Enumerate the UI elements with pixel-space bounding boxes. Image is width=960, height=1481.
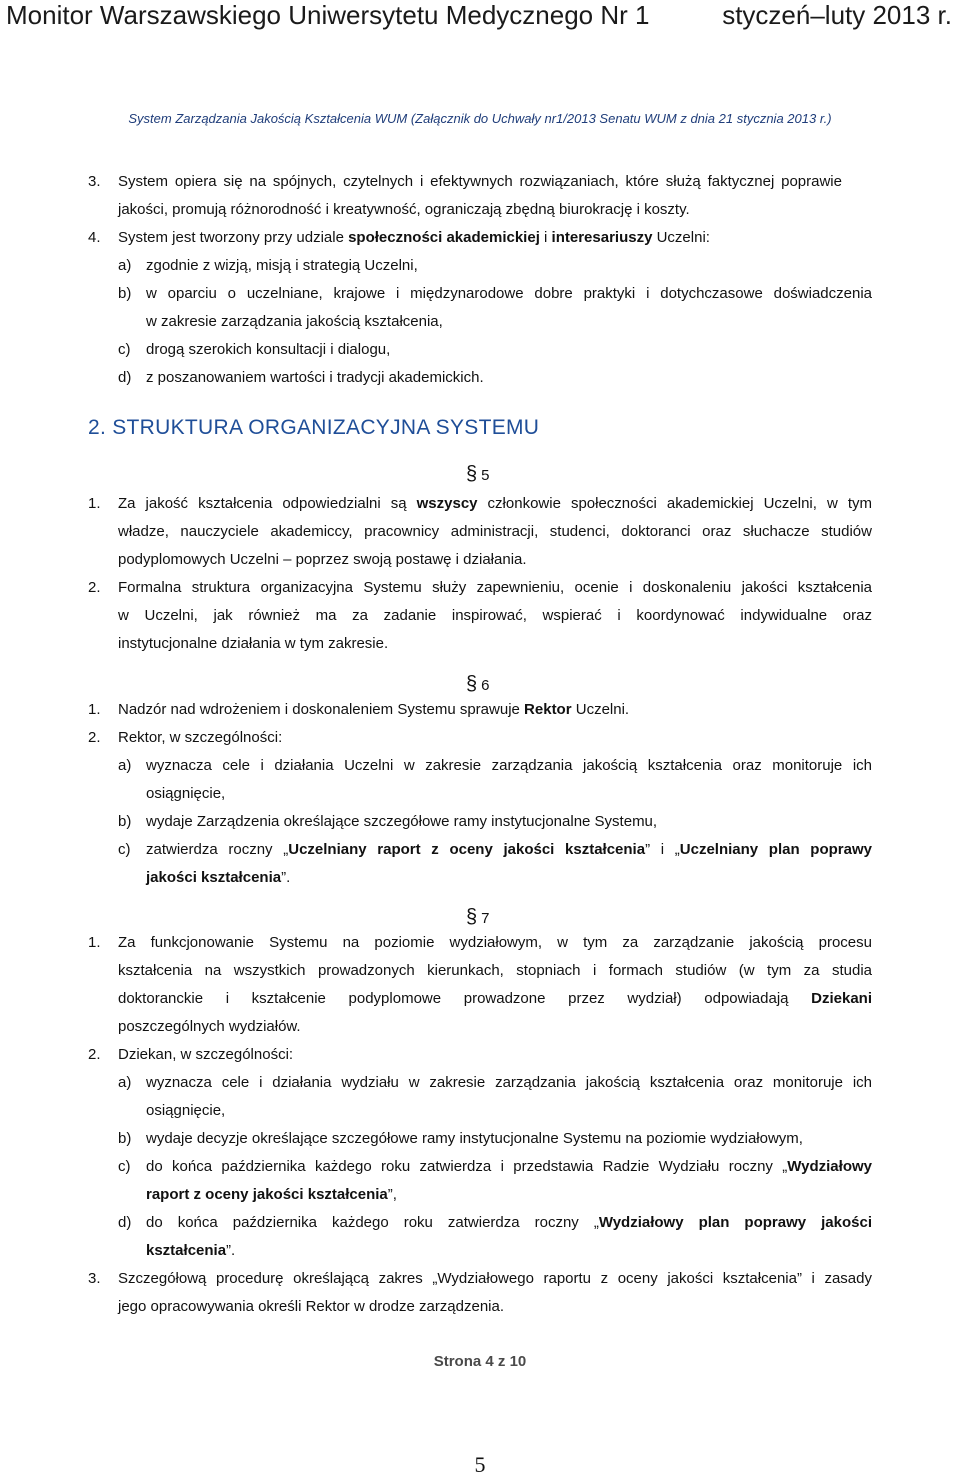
list-letter: a) <box>118 757 132 774</box>
bold-term: Uczelniany plan poprawy <box>679 841 872 858</box>
text: ”, <box>387 1186 397 1203</box>
item-number: 1. <box>88 701 101 718</box>
list-item: wyznacza cele i działania wydziału w zakresie zarządzania jakością kształcenia oraz monitoruje ich <box>146 1074 872 1091</box>
list-item: osiągnięcie, <box>146 785 226 802</box>
item-number: 2. <box>88 579 101 596</box>
paragraph-number: 5 <box>481 467 490 484</box>
item-number: 1. <box>88 934 101 951</box>
item-number: 4. <box>88 229 101 246</box>
list-item <box>146 869 290 886</box>
paragraph-line: Rektor, w szczególności: <box>118 729 283 746</box>
document-subtitle: System Zarządzania Jakością Kształcenia WUM (Załącznik do Uchwały nr1/2013 Senatu WUM z dnia 21 stycznia 2013 r.) <box>128 111 832 126</box>
text: Nadzór nad wdrożeniem i doskonaleniem Systemu sprawuje <box>118 701 525 718</box>
list-item <box>146 841 872 858</box>
paragraph-line <box>118 229 710 246</box>
paragraph-sign <box>466 906 489 929</box>
text: ”. <box>226 1242 236 1259</box>
issue-date: styczeń–luty 2013 r. <box>722 0 952 30</box>
paragraph-sign <box>466 463 489 486</box>
paragraph-line <box>118 495 872 512</box>
bold-term: wszyscy <box>416 495 478 512</box>
paragraph-line: instytucjonalne działania w tym zakresie. <box>118 635 389 652</box>
page-footer: Strona 4 z 10 <box>433 1353 527 1370</box>
list-item: w zakresie zarządzania jakością kształcenia, <box>146 313 443 330</box>
list-letter: c) <box>118 841 131 858</box>
list-item: z poszanowaniem wartości i tradycji akademickich. <box>146 369 484 386</box>
list-letter: b) <box>118 285 132 302</box>
list-item <box>146 1214 872 1231</box>
item-number: 3. <box>88 173 101 190</box>
list-letter: a) <box>118 1074 132 1091</box>
item-number: 2. <box>88 1046 101 1063</box>
list-item: wyznacza cele i działania Uczelni w zakresie zarządzania jakością kształcenia oraz monitoruje ich <box>146 757 872 774</box>
text: Uczelni. <box>571 701 630 718</box>
list-letter: c) <box>118 341 131 358</box>
list-item <box>146 1158 872 1175</box>
list-item: w oparciu o uczelniane, krajowe i międzynarodowe dobre praktyki i dotychczasowe doświadczenia <box>146 285 872 302</box>
section-symbol: § <box>466 673 478 695</box>
list-item <box>146 1186 397 1203</box>
paragraph-number: 6 <box>481 677 490 694</box>
section-symbol: § <box>466 906 478 928</box>
paragraph-line: Za funkcjonowanie Systemu na poziomie wydziałowym, w tym za zarządzanie jakością procesu <box>118 934 872 951</box>
list-item: wydaje Zarządzenia określające szczegółowe ramy instytucjonalne Systemu, <box>146 813 658 830</box>
text: Uczelni: <box>652 229 710 246</box>
list-letter: c) <box>118 1158 131 1175</box>
paragraph-line: kształcenia na wszystkich prowadzonych kierunkach, stopniach i formach studiów (w tym za studia <box>118 962 872 979</box>
bold-term: Wydziałowy plan poprawy jakości <box>598 1214 872 1231</box>
text: System jest tworzony przy udziale <box>118 229 349 246</box>
page-number: 5 <box>474 1452 486 1477</box>
list-item: wydaje decyzje określające szczegółowe ramy instytucjonalne Systemu na poziomie wydziałowym, <box>146 1130 803 1147</box>
list-letter: b) <box>118 813 132 830</box>
paragraph-line: System opiera się na spójnych, czytelnych i efektywnych rozwiązaniach, które służą faktycznej poprawie <box>118 173 842 190</box>
paragraph-line: jakości, promują różnorodność i kreatywność, ograniczają zbędną biurokrację i koszty. <box>118 201 690 218</box>
bold-term: interesariuszy <box>551 229 653 246</box>
text: i <box>539 229 552 246</box>
bold-term: Uczelniany raport z oceny jakości kształcenia <box>288 841 646 858</box>
bold-term: społeczności akademickiej <box>348 229 540 246</box>
section-symbol: § <box>466 463 478 485</box>
list-letter: d) <box>118 369 132 386</box>
list-item: zgodnie z wizją, misją i strategią Uczelni, <box>146 257 418 274</box>
item-number: 1. <box>88 495 101 512</box>
journal-title: Monitor Warszawskiego Uniwersytetu Medycznego Nr 1 <box>6 0 650 30</box>
text: członkowie społeczności akademickiej Uczelni, w tym <box>477 495 872 512</box>
text: zatwierdza roczny „ <box>146 841 289 858</box>
paragraph-line: Dziekan, w szczególności: <box>118 1046 294 1063</box>
bold-term: jakości kształcenia <box>146 869 282 886</box>
paragraph-line: Formalna struktura organizacyjna Systemu służy zapewnieniu, ocenie i doskonaleniu jakości kształcenia <box>118 579 872 596</box>
list-item: drogą szerokich konsultacji i dialogu, <box>146 341 391 358</box>
list-item: osiągnięcie, <box>146 1102 226 1119</box>
list-letter: a) <box>118 257 132 274</box>
paragraph-number: 7 <box>481 910 490 927</box>
bold-term: Wydziałowy <box>787 1158 872 1175</box>
item-number: 2. <box>88 729 101 746</box>
text: do końca października każdego roku zatwierdza i przedstawia Radzie Wydziału roczny „ <box>146 1158 788 1175</box>
paragraph-line: podyplomowych Uczelni – poprzez swoją postawę i działania. <box>118 551 527 568</box>
paragraph-sign <box>466 673 489 696</box>
list-item <box>146 1242 235 1259</box>
bold-term: Rektor <box>524 701 572 718</box>
text: ”. <box>281 869 291 886</box>
item-number: 3. <box>88 1270 101 1287</box>
text: do końca października każdego roku zatwierdza roczny „ <box>146 1214 599 1231</box>
bold-term: Dziekani <box>811 990 872 1007</box>
paragraph-line: jego opracowywania określi Rektor w drodze zarządzenia. <box>118 1298 505 1315</box>
paragraph-line: poszczególnych wydziałów. <box>118 1018 301 1035</box>
paragraph-line: Szczegółową procedurę określającą zakres „Wydziałowego raportu z oceny jakości kształcenia” i zasady <box>118 1270 872 1287</box>
list-letter: d) <box>118 1214 132 1231</box>
bold-term: kształcenia <box>146 1242 227 1259</box>
text: ” i „ <box>645 841 680 858</box>
section-heading: 2. STRUKTURA ORGANIZACYJNA SYSTEMU <box>88 416 540 439</box>
paragraph-line: władze, nauczyciele akademiccy, pracownicy administracji, studenci, doktoranci oraz słuchacze studiów <box>118 523 872 540</box>
paragraph-line: w Uczelni, jak również ma za zadanie inspirować, wspierać i koordynować indywidualne oraz <box>118 607 872 624</box>
list-letter: b) <box>118 1130 132 1147</box>
bold-term: raport z oceny jakości kształcenia <box>146 1186 388 1203</box>
text: doktoranckie i kształcenie podyplomowe prowadzone przez wydział) odpowiadają <box>118 990 812 1007</box>
paragraph-line <box>118 701 629 718</box>
paragraph-line <box>118 990 872 1007</box>
text: Za jakość kształcenia odpowiedzialni są <box>118 495 417 512</box>
